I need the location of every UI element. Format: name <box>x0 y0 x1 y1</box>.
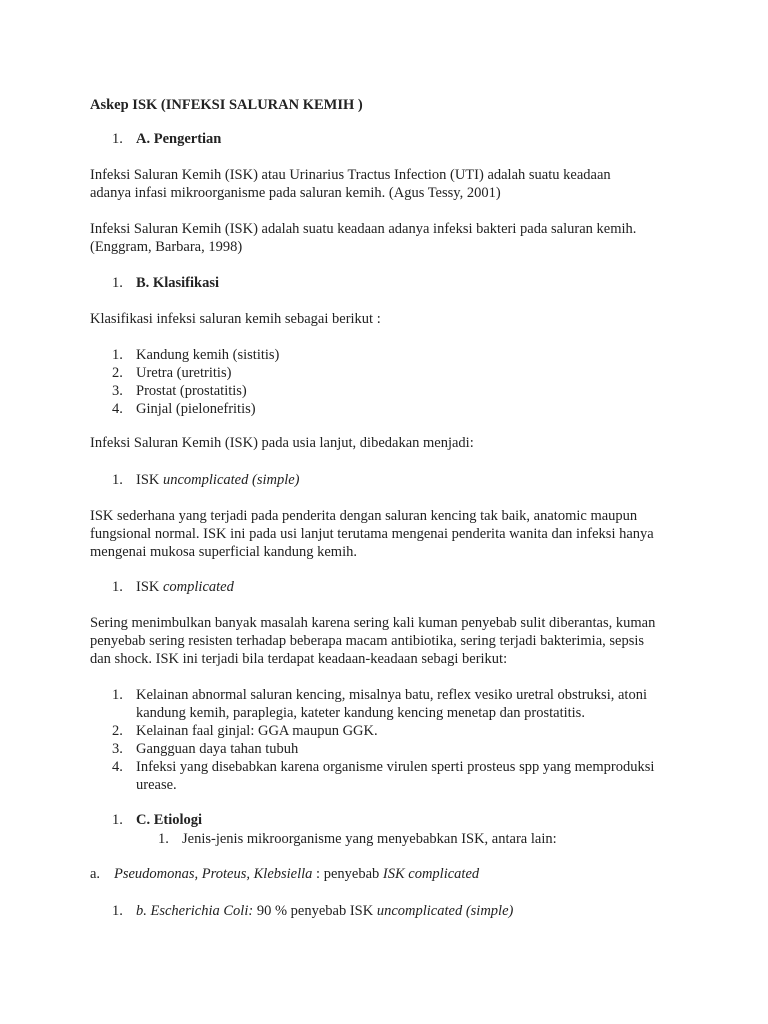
list-item <box>90 382 690 400</box>
list-number: 4. <box>112 759 123 775</box>
list-item <box>90 400 690 418</box>
list-number: 1. <box>112 472 123 488</box>
list-number: 1. <box>112 687 123 703</box>
klasifikasi-intro: Klasifikasi infeksi saluran kemih sebagai berikut : <box>90 311 381 327</box>
klasifikasi-list <box>90 346 690 418</box>
list-item-text: Kelainan abnormal saluran kencing, misalnya batu, reflex vesiko uretral obstruksi, atoni kandung kemih, paraplegia, kateter kandung kencing menetap dan prostatitis. <box>136 687 647 721</box>
list-item-text: Gangguan daya tahan tubuh <box>136 741 299 757</box>
definition-paragraph-1 <box>90 166 690 202</box>
paragraph-line: mengenai mukosa superficial kandung kemih. <box>90 544 357 560</box>
section-b-heading <box>90 274 690 292</box>
list-number: 1. <box>112 579 123 595</box>
section-a-heading <box>90 130 690 148</box>
etiologi-item-a <box>90 865 690 883</box>
etiologi-item-b <box>90 902 690 920</box>
list-item-text: Uretra (uretritis) <box>136 365 232 381</box>
list-letter: a. <box>90 866 101 882</box>
section-heading-text: A. Pengertian <box>136 131 222 147</box>
isk-uncomplicated-heading <box>90 471 690 489</box>
paragraph-line: fungsional normal. ISK ini pada usi lanjut terutama mengenai penderita wanita dan infeksi hanya <box>90 526 654 542</box>
paragraph-line: Sering menimbulkan banyak masalah karena sering kali kuman penyebab sulit diberantas, kuman <box>90 615 656 631</box>
list-item-text: ISK uncomplicated (simple) <box>136 472 300 488</box>
list-number: 1. <box>112 275 123 291</box>
isk-complicated-heading <box>90 578 690 596</box>
list-item-text: Kandung kemih (sistitis) <box>136 347 280 363</box>
list-item <box>90 346 690 364</box>
definition-paragraph-2 <box>90 220 690 256</box>
section-heading-text: B. Klasifikasi <box>136 275 219 291</box>
section-c-heading <box>90 811 690 829</box>
usia-lanjut-intro: Infeksi Saluran Kemih (ISK) pada usia lanjut, dibedakan menjadi: <box>90 435 474 451</box>
etiologi-subitem <box>90 830 690 848</box>
list-item-text: Kelainan faal ginjal: GGA maupun GGK. <box>136 723 378 739</box>
list-item-text: b. Escherichia Coli: 90 % penyebab ISK uncomplicated (simple) <box>136 903 514 919</box>
list-item <box>90 740 690 758</box>
isk-uncomplicated-description <box>90 507 690 561</box>
list-item-text: Jenis-jenis mikroorganisme yang menyebabkan ISK, antara lain: <box>182 831 557 847</box>
list-item <box>90 758 690 794</box>
list-item <box>90 686 690 722</box>
paragraph-line: dan shock. ISK ini terjadi bila terdapat keadaan-keadaan sebagi berikut: <box>90 651 508 667</box>
list-number: 1. <box>112 347 123 363</box>
section-heading-text: C. Etiologi <box>136 812 203 828</box>
paragraph-line: (Enggram, Barbara, 1998) <box>90 239 243 255</box>
list-number: 1. <box>112 131 123 147</box>
list-number: 1. <box>158 831 169 847</box>
paragraph-line: Infeksi Saluran Kemih (ISK) atau Urinarius Tractus Infection (UTI) adalah suatu keadaan <box>90 167 611 183</box>
paragraph-line: adanya infasi mikroorganisme pada saluran kemih. (Agus Tessy, 2001) <box>90 185 501 201</box>
paragraph-line: ISK sederhana yang terjadi pada penderita dengan saluran kencing tak baik, anatomic maupun <box>90 508 638 524</box>
list-number: 2. <box>112 723 123 739</box>
list-number: 1. <box>112 903 123 919</box>
isk-complicated-description <box>90 614 690 668</box>
list-number: 1. <box>112 812 123 828</box>
list-item-text: Ginjal (pielonefritis) <box>136 401 256 417</box>
list-item <box>90 364 690 382</box>
list-item-text: Pseudomonas, Proteus, Klebsiella : penyebab ISK complicated <box>114 866 480 882</box>
complicated-conditions-list <box>90 686 690 794</box>
list-item-text: Prostat (prostatitis) <box>136 383 247 399</box>
list-number: 2. <box>112 365 123 381</box>
list-item <box>90 722 690 740</box>
list-item-text: ISK complicated <box>136 579 234 595</box>
paragraph-line: penyebab sering resisten terhadap beberapa macam antibiotika, sering terjadi bakterimia, sepsis <box>90 633 645 649</box>
document-title: Askep ISK (INFEKSI SALURAN KEMIH ) <box>90 97 363 113</box>
paragraph-line: Infeksi Saluran Kemih (ISK) adalah suatu keadaan adanya infeksi bakteri pada saluran kemih. <box>90 221 637 237</box>
list-number: 3. <box>112 383 123 399</box>
list-number: 3. <box>112 741 123 757</box>
list-item-text: Infeksi yang disebabkan karena organisme virulen sperti prosteus spp yang memproduksi urease. <box>136 759 655 793</box>
list-number: 4. <box>112 401 123 417</box>
